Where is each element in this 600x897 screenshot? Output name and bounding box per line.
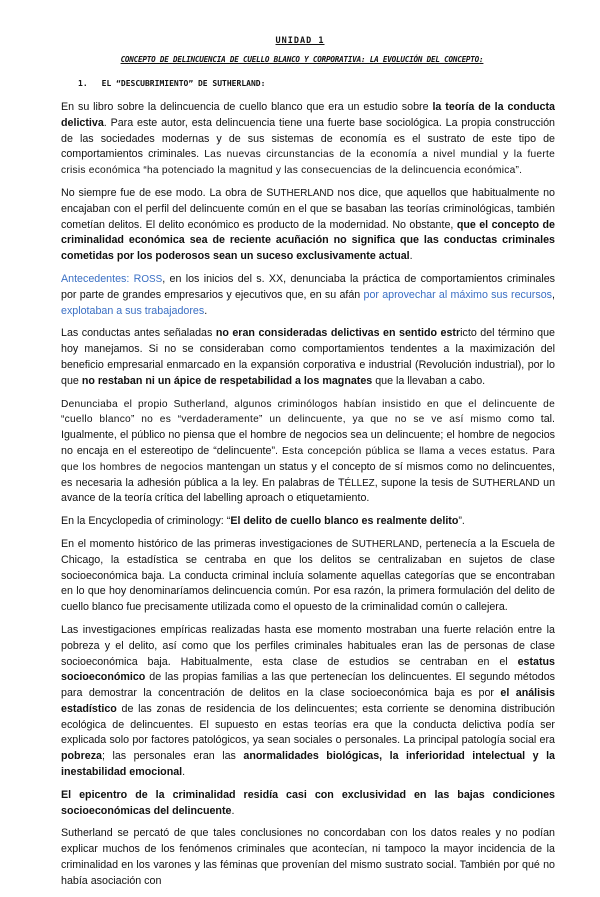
paragraph-2 xyxy=(61,186,555,265)
paragraph-7 xyxy=(61,537,555,616)
author-name: UTHERLAND xyxy=(479,477,540,489)
text-run: de las zonas de residencia de los delincuentes; esta corriente se denomina distribución ecológica de delincuentes. El supuesto en estas teorías era que la conducta delictiva podía ser explicada solo por factores patológicos, ya sean sociales o personales. La principal patología social era xyxy=(61,702,555,747)
text-run: Esta concepción pública se llama a veces estatus. Para que los hombres de negocios xyxy=(61,445,555,473)
text-run: Las nuevas circunstancias de la economía a nivel mundial y la fuerte crisis económica “ha potenciado la magnitud y las consecuencias de la delincuencia económica”. xyxy=(61,149,555,177)
section-number: 1. xyxy=(78,79,88,88)
section-title: EL “DESCUBRIMIENTO” DE SUTHERLAND: xyxy=(101,79,266,88)
text-run: . xyxy=(409,250,413,263)
paragraph-3 xyxy=(61,272,555,319)
bold-text: que el concepto de criminalidad económica sea de reciente acuñación no significa que las conductas criminales cometidas por los poderosos sean un suceso exclusivamente actual xyxy=(61,218,555,263)
text-run: , en los inicios del s. XX, denunciaba la práctica de comportamientos criminales por parte de grandes empresarios y ejecutivos que, en su afán xyxy=(61,272,555,301)
text-run: En el momento histórico de las primeras investigaciones de S xyxy=(61,537,359,550)
text-run: icto del término que hoy manejamos. Si no se consideraban como comportamientos tendentes a la maximización del beneficio empresarial enmarcado en la expansión corporativa e industrial (Revolución industrial), por lo que xyxy=(61,327,555,387)
text-run: Denunciaba el propio Sutherland, algunos criminólogos habían insistido en que el delincuente de “cuello blanco” no es “verdaderamente” un delincuente, ya que no se ve así mismo xyxy=(61,398,555,426)
text-run: de las propias familias a las que pertenecían los delincuentes. El segundo métodos para demostrar la concentración de delitos en la clase socioeconómica baja es por xyxy=(61,671,555,700)
document-body xyxy=(61,100,555,897)
text-run: nos dice, que aquellos que habitualmente no encajaban con el perfil del delincuente común en el que se basaban las teorías criminológicas, también cometían delitos. El delito económico es producto de la modernidad. No obstante, xyxy=(61,186,555,231)
highlight-text: explotaban a sus trabajadores xyxy=(61,304,205,317)
text-run: Las investigaciones empíricas realizadas hasta ese momento mostraban una fuerte relación entre la pobreza y el delito, así como que los perfiles criminales habituales eran las de personas de clase socioeconómica baja. Habitualmente, esta clase de estudios se centraban en el xyxy=(61,623,555,668)
bold-text: El epicentro de la criminalidad residía casi con exclusividad en las bajas condiciones socioeconómicas del delincuente xyxy=(61,788,555,817)
author-name: UTHERLAND xyxy=(273,187,334,199)
paragraph-4 xyxy=(61,326,555,389)
text-run: En la Encyclopedia of criminology: “ xyxy=(61,515,231,528)
section-heading xyxy=(78,79,265,88)
paragraph-9 xyxy=(61,788,555,820)
author-name: OSS xyxy=(141,273,163,285)
text-run: , supone la tesis de S xyxy=(374,476,480,489)
bold-text: el análisis estadístico xyxy=(61,687,555,715)
paragraph-8 xyxy=(61,623,555,781)
text-run: , pertenecía a la Escuela de Chicago, la estadística se centraba en que los delitos se centralizaban en sujetos de clase socioeconómica baja. La conducta criminal incluía solamente aquellas categorías que se encontraban en lo que hoy denominaríamos delincuencia común. Por esa razón, la primera formulación del delito de cuello blanco fue precisamente utilizada como el opuesto de la criminalidad común o callejera. xyxy=(61,537,555,614)
bold-text: El delito de cuello blanco es realmente delito xyxy=(230,515,459,528)
text-run: que la llevaban a cabo. xyxy=(372,374,486,387)
text-run: En su libro sobre la delincuencia de cuello blanco que era un estudio sobre xyxy=(61,101,433,113)
text-run: como tal. Igualmente, el público no piensa que el hombre de negocios sea un delincuente; el hombre de negocios no encaja en el estereotipo de “delincuente”. xyxy=(61,413,555,457)
unit-heading: UNIDAD 1 xyxy=(275,36,325,46)
text-run: ”. xyxy=(458,515,465,528)
text-run: Antecedentes: R xyxy=(61,272,142,285)
paragraph-10 xyxy=(61,826,555,889)
text-run: , xyxy=(552,288,555,301)
text-run: mantengan un status y el concepto de sí mismos como no delincuentes, es necesaria la adhesión pública a la ley. En palabras de T xyxy=(61,460,555,489)
author-name: UTHERLAND xyxy=(358,538,420,550)
bold-text: estatus socioeconómico xyxy=(61,655,555,684)
text-run: Las conductas antes señaladas xyxy=(61,327,216,340)
chapter-title: CONCEPTO DE DELINCUENCIA DE CUELLO BLANCO Y CORPORATIVA: LA EVOLUCIÓN DEL CONCEPTO: xyxy=(120,55,484,64)
text-run: Sutherland se percató de que tales conclusiones no concordaban con los datos reales y no podían explicar muchos de los fenómenos criminales que acontecían, ni tampoco la mayor incidencia de la criminalidad en los varones y las féminas que provenían del mismo sustrato social. También por qué no había asociación con xyxy=(61,827,555,887)
text-run: . xyxy=(231,804,235,817)
bold-text: la teoría de la conducta delictiva xyxy=(61,101,555,129)
bold-text: no eran consideradas delictivas en sentido estr xyxy=(215,327,461,340)
bold-text: pobreza xyxy=(61,750,102,763)
text-run: . xyxy=(182,766,186,779)
text-run: . Para este autor, esta delincuencia tiene una fuerte base sociológica. La propia construcción de las sociedades modernas y de sus sistemas de economía es el sustrato de este tipo de comportamientos criminales. xyxy=(61,116,555,161)
text-run: ; las personales eran las xyxy=(101,750,244,763)
highlight-text: por aprovechar al máximo sus recursos xyxy=(363,288,553,301)
text-run: No siempre fue de ese modo. La obra de S xyxy=(61,186,274,199)
author-name: ÉLLEZ xyxy=(344,477,375,489)
paragraph-5 xyxy=(61,397,555,508)
bold-text: anormalidades biológicas, la inferioridad intelectual y la inestabilidad emocional xyxy=(61,750,555,779)
paragraph-6 xyxy=(61,514,555,530)
bold-text: no restaban ni un ápice de respetabilidad a los magnates xyxy=(81,374,373,387)
paragraph-1 xyxy=(61,100,555,179)
text-run: . xyxy=(204,304,208,317)
text-run: un avance de la teoría crítica del labelling aproach o etiquetamiento. xyxy=(61,476,556,505)
